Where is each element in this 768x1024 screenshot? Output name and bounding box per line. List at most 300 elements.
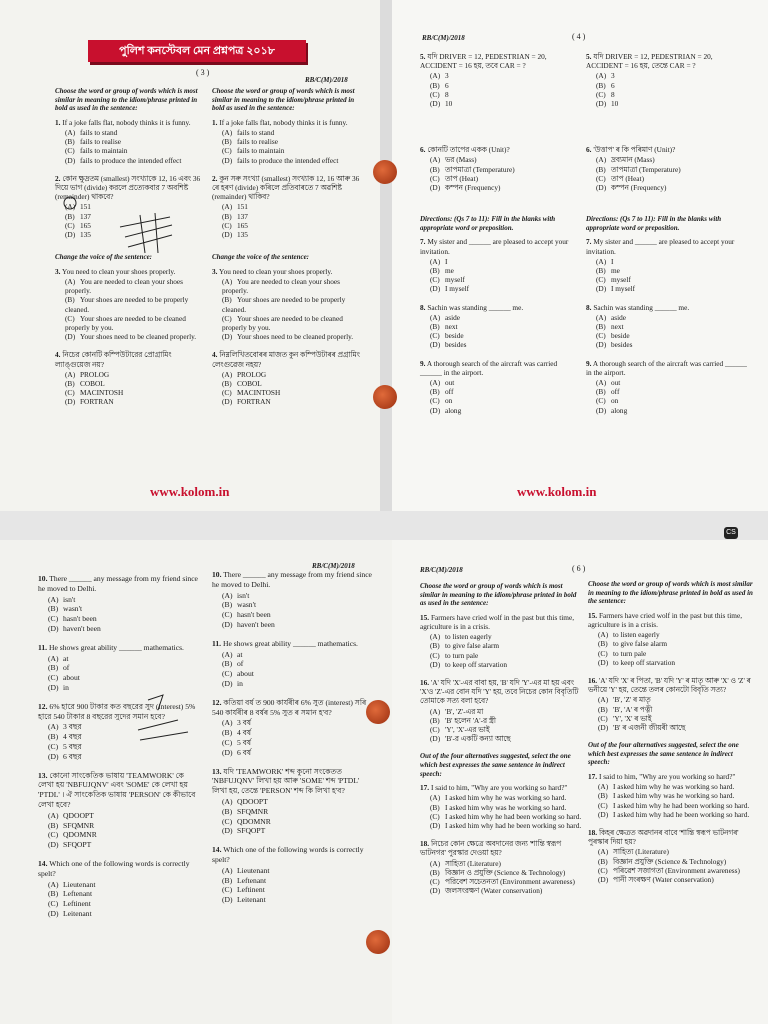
website-watermark: www.kolom.in (150, 484, 230, 499)
option-label: (C) (430, 173, 440, 183)
question-number: 5. (586, 52, 592, 61)
question-item (212, 845, 372, 905)
question-number: 8. (586, 302, 592, 312)
option-text: isn't (63, 594, 76, 604)
option-item (222, 718, 372, 728)
option-label: (D) (430, 659, 441, 669)
question-stem: He shows great ability ______ mathematics. (48, 642, 184, 652)
question-text (420, 237, 575, 255)
option-text: Your shoes need to be cleaned properly. (80, 332, 197, 342)
option-item (430, 651, 582, 660)
question-text (212, 570, 372, 590)
option-label: (B) (65, 379, 75, 389)
option-item (222, 156, 362, 165)
question-list (586, 237, 748, 414)
option-label: (D) (430, 284, 441, 294)
question-text (212, 350, 362, 368)
question-item (212, 570, 372, 630)
question-item (38, 771, 200, 850)
option-text: along (611, 405, 628, 415)
option-text: I asked him why had he been working so hard. (445, 821, 582, 831)
question-text (55, 267, 203, 276)
option-label: (C) (65, 313, 75, 323)
question-text (586, 303, 748, 312)
option-item (48, 624, 200, 634)
question-number: 9. (586, 358, 592, 368)
option-item (430, 99, 575, 108)
camscanner-badge: CS (724, 527, 738, 539)
option-label: (B) (222, 728, 233, 738)
question-item (420, 613, 582, 669)
question-list (420, 613, 582, 744)
option-text: I asked him why he was working so hard. (613, 782, 735, 792)
question-stem: Farmers have cried wolf in the past but this time, agriculture is in a crisis. (588, 610, 743, 629)
question-list (588, 611, 754, 732)
option-item (48, 899, 200, 909)
column-assamese (588, 580, 754, 893)
question-text (420, 839, 582, 857)
option-item (596, 71, 748, 80)
option-list (65, 128, 203, 165)
option-text: 151 (237, 202, 248, 212)
option-label: (D) (430, 183, 441, 193)
question-text (55, 118, 203, 127)
option-item (598, 847, 754, 856)
option-label: (B) (48, 889, 59, 899)
question-text (38, 643, 200, 653)
option-label: (C) (222, 737, 233, 747)
option-item (222, 600, 372, 610)
option-text: I (611, 256, 614, 266)
option-text: 6 (445, 80, 449, 90)
option-label: (B) (430, 867, 440, 877)
option-label: (D) (48, 623, 59, 633)
option-item (222, 669, 372, 679)
option-text: fails to maintain (80, 146, 128, 156)
option-text: 'Y', 'X' ৰ ভাই (613, 713, 652, 723)
option-label: (A) (430, 793, 441, 803)
option-label: (D) (222, 678, 233, 688)
option-label: (A) (430, 155, 441, 165)
option-item (596, 165, 748, 174)
option-label: (C) (596, 275, 606, 285)
option-item (430, 284, 575, 293)
option-item (596, 322, 748, 331)
option-item (598, 705, 754, 714)
question-number: 13. (212, 766, 222, 776)
option-item (596, 266, 748, 275)
option-text: aside (445, 312, 460, 322)
question-stem: যদি DRIVER = 12, PEDESTRIAN = 20, ACCIDENT = 16 হয়, তবে CAR = ? (420, 52, 547, 71)
option-label: (B) (222, 659, 233, 669)
option-label: (B) (222, 379, 232, 389)
option-item (598, 810, 754, 819)
option-text: along (445, 405, 462, 415)
option-text: 5 বৰ্ষ (237, 737, 252, 747)
option-item (222, 876, 372, 886)
option-text: of (63, 663, 70, 673)
option-text: at (237, 649, 243, 659)
option-item (222, 137, 362, 146)
option-item (222, 610, 372, 620)
question-item (212, 698, 372, 758)
question-number: 15. (420, 612, 430, 622)
question-list (420, 237, 575, 414)
question-text (420, 303, 575, 312)
option-item (430, 378, 575, 387)
option-item (430, 641, 582, 650)
option-item (222, 388, 362, 397)
option-label: (A) (222, 796, 233, 806)
option-label: (C) (48, 741, 59, 751)
option-item (48, 663, 200, 673)
question-item (212, 118, 362, 165)
option-label: (B) (65, 211, 75, 221)
question-text (212, 174, 362, 202)
option-label: (D) (430, 821, 441, 831)
option-label: (A) (222, 865, 233, 875)
option-item (222, 230, 362, 239)
option-label: (B) (596, 266, 606, 276)
question-stem: Farmers have cried wolf in the past but this time, agriculture is in a crisis. (420, 612, 575, 631)
option-list (222, 797, 372, 836)
option-label: (A) (222, 369, 233, 379)
page-number: ( 3 ) (196, 68, 210, 77)
option-list (48, 654, 200, 693)
question-stem: I said to him, "Why are you working so hard?" (430, 783, 568, 793)
option-text: about (237, 669, 254, 679)
question-stem: নিচের কোনটি কম্পিউটারের প্রোগ্রামিং ল্যাঙ্গুয়েজ নয়? (55, 350, 172, 369)
question-number: 18. (588, 828, 598, 838)
option-label: (C) (598, 648, 608, 658)
option-text: to turn pale (445, 650, 479, 660)
option-item (430, 812, 582, 821)
option-text: hasn't been (237, 610, 271, 620)
option-text: FORTRAN (80, 397, 114, 407)
option-text: 137 (237, 211, 248, 221)
option-item (430, 734, 582, 743)
question-list (420, 52, 575, 108)
question-number: 13. (38, 770, 48, 780)
option-label: (D) (596, 183, 607, 193)
option-list (222, 370, 362, 407)
option-item (598, 782, 754, 791)
question-item (588, 772, 754, 819)
option-item (222, 650, 372, 660)
option-text: 4 বৰ্ষ (237, 728, 252, 738)
option-text: me (611, 266, 620, 276)
option-text: SFQOPT (63, 840, 92, 850)
question-number: 1. (212, 117, 218, 127)
option-text: QDOMNR (237, 816, 271, 826)
option-label: (C) (596, 396, 606, 406)
question-item (586, 145, 748, 192)
question-list (212, 267, 362, 407)
question-stem: কিহৰ ক্ষেত্ৰত অৱদানৰ বাবে 'শান্তি স্বৰূপ ভাটনগৰ' পুৰস্কাৰ দিয়া হয়? (588, 828, 739, 847)
option-text: fails to produce the intended effect (80, 155, 182, 165)
option-label: (B) (222, 295, 232, 305)
question-text (588, 828, 754, 846)
option-text: 'B' হলেন 'A'-র স্ত্রী (445, 715, 496, 725)
option-item (222, 895, 372, 905)
option-text: of (237, 659, 244, 669)
question-text (586, 359, 748, 377)
option-text: 135 (80, 230, 91, 240)
option-text: off (611, 387, 620, 397)
question-list (420, 145, 575, 192)
option-text: hasn't been (63, 614, 97, 624)
option-label: (C) (222, 816, 233, 826)
question-number: 10. (212, 570, 222, 579)
question-number: 16. (420, 678, 430, 687)
question-number: 5. (420, 52, 426, 61)
option-text: তাপমাত্রা (Temperature) (445, 164, 515, 174)
option-item (596, 81, 748, 90)
option-label: (C) (430, 650, 440, 660)
option-item (48, 840, 200, 850)
option-text: in (237, 678, 243, 688)
question-text (38, 771, 200, 810)
option-item (48, 811, 200, 821)
option-text: aside (611, 312, 626, 322)
option-text: Lieutenant (237, 865, 270, 875)
question-text (586, 52, 748, 70)
question-item (420, 783, 582, 830)
option-text: on (445, 396, 453, 406)
option-item (430, 886, 582, 895)
option-text: Your shoes need to be cleaned properly. (237, 332, 354, 342)
question-text (420, 359, 575, 377)
page-6 (392, 540, 768, 1024)
question-item (212, 350, 362, 406)
option-text: SFQMNR (63, 820, 95, 830)
question-text (212, 118, 362, 127)
page-4 (392, 0, 768, 511)
option-text: on (611, 396, 619, 406)
option-item (65, 370, 203, 379)
option-text: I asked him why he had been working so hard. (613, 800, 750, 810)
option-text: wasn't (237, 600, 257, 610)
option-item (65, 156, 203, 165)
option-label: (B) (48, 732, 59, 742)
option-text: Lieutenant (63, 879, 96, 889)
column-assamese (212, 570, 372, 914)
option-item (596, 387, 748, 396)
option-item (48, 889, 200, 899)
option-list (596, 378, 748, 415)
question-text (212, 767, 372, 796)
option-text: তাপ (Heat) (445, 173, 479, 183)
question-number: 8. (420, 302, 426, 312)
option-label: (C) (430, 725, 440, 735)
question-text (588, 611, 754, 629)
option-text: বিজ্ঞান ও প্রযুক্তি (Science & Technology) (445, 867, 566, 877)
page-number: ( 4 ) (572, 32, 586, 41)
question-stem: You need to clean your shoes properly. (219, 266, 333, 276)
option-label: (B) (596, 80, 606, 90)
option-label: (C) (65, 220, 75, 230)
option-item (65, 332, 203, 341)
question-text (38, 574, 200, 594)
binder-hole (366, 930, 390, 954)
option-text: haven't been (63, 623, 101, 633)
option-label: (B) (598, 639, 608, 649)
question-item (212, 767, 372, 837)
option-list (222, 202, 362, 239)
option-item (598, 791, 754, 800)
option-item (598, 658, 754, 667)
option-label: (D) (48, 908, 59, 918)
option-label: (B) (596, 164, 606, 174)
option-item (222, 277, 362, 295)
option-text: দ্ৰব্যমান (Mass) (611, 155, 655, 165)
option-text: beside (611, 331, 630, 341)
option-item (596, 313, 748, 322)
option-text: 3 বছর (63, 722, 82, 732)
instruction-idiom: Choose the word or group of words which is most similar in meaning to the idiom/phrase printed in bold as used in the sentence: (420, 582, 577, 608)
option-text: wasn't (63, 604, 83, 614)
question-item (55, 350, 203, 406)
option-label: (C) (430, 396, 440, 406)
question-text (420, 783, 582, 792)
column-bengali (420, 52, 575, 424)
option-text: 3 (445, 71, 449, 81)
option-item (430, 266, 575, 275)
option-text: fails to stand (237, 127, 275, 137)
option-text: fails to realise (80, 137, 121, 147)
option-text: 165 (237, 220, 248, 230)
option-label: (B) (222, 137, 232, 147)
question-number: 12. (38, 701, 48, 711)
option-item (48, 752, 200, 762)
option-list (430, 707, 582, 744)
option-label: (C) (596, 89, 606, 99)
question-stem: কুন সৰু সংখ্যা (smallest) সংখ্যাক 12, 16 আৰু 36 ৰে হৰণ (divide) কৰিলে প্ৰতিবাৰতে 7 অৱশিষ্ট (remainder) থাকিব? (212, 173, 360, 202)
question-number: 3. (212, 266, 218, 276)
question-stem: কতিয়া বৰ্ষ ত 900 কাৰ্যৰীৰ 6% সুত (interest) সৰি 540 কাৰ্যৰীৰ 8 বৰ্ষৰ 5% সুত ৰ সমান হ'ব? (212, 697, 367, 717)
option-text: I asked him why was he working so hard. (613, 791, 735, 801)
option-label: (A) (430, 71, 441, 81)
question-item (588, 611, 754, 667)
option-list (596, 71, 748, 108)
question-stem: My sister and ______ are pleased to accept your invitation. (420, 237, 569, 256)
option-text: I myself (611, 284, 636, 294)
question-list (55, 267, 203, 407)
option-text: me (445, 266, 454, 276)
option-item (598, 649, 754, 658)
option-label: (C) (48, 614, 59, 624)
option-label: (C) (222, 146, 232, 156)
question-list (586, 52, 748, 108)
option-label: (D) (222, 332, 233, 342)
option-list (48, 811, 200, 850)
question-number: 11. (212, 638, 222, 648)
option-label: (B) (596, 387, 606, 397)
option-item (430, 322, 575, 331)
option-item (48, 880, 200, 890)
option-text: Your shoes are needed to be cleaned properly by you. (65, 313, 186, 333)
option-label: (C) (430, 811, 440, 821)
option-text: কম্পন (Frequency) (611, 183, 667, 193)
option-label: (C) (430, 877, 440, 887)
question-item (212, 174, 362, 239)
option-text: QDOMNR (63, 830, 97, 840)
option-text: 3 (611, 71, 615, 81)
website-watermark: www.kolom.in (517, 484, 597, 499)
option-label: (A) (222, 202, 233, 212)
option-text: Leftinent (237, 885, 265, 895)
question-number: 17. (588, 772, 598, 781)
option-label: (B) (48, 820, 59, 830)
option-label: (A) (222, 127, 233, 137)
option-item (430, 725, 582, 734)
option-text: 10 (611, 99, 619, 109)
option-item (598, 714, 754, 723)
option-text: to keep off starvation (445, 659, 508, 669)
option-label: (A) (222, 590, 233, 600)
option-list (222, 866, 372, 905)
instruction-idiom: Choose the word or group of words which is most similar in meaning to the idiom/phrase printed in bold as used in the sentence: (588, 580, 753, 606)
question-stem: You need to clean your shoes properly. (62, 266, 176, 276)
option-item (222, 620, 372, 630)
option-label: (D) (222, 895, 233, 905)
option-item (222, 332, 362, 341)
option-text: COBOL (80, 379, 105, 389)
option-text: myself (611, 275, 631, 285)
option-item (596, 396, 748, 405)
option-text: off (445, 387, 454, 397)
option-item (65, 379, 203, 388)
option-text: You are needed to clean your shoes properly. (222, 277, 341, 296)
option-item (596, 378, 748, 387)
option-text: besides (611, 340, 633, 350)
question-stem: There ______ any message from my friend since he moved to Delhi. (38, 574, 198, 593)
option-item (430, 821, 582, 830)
option-item (222, 679, 372, 689)
option-text: SFQOPT (237, 826, 266, 836)
option-text: 5 বছর (63, 741, 82, 751)
option-label: (A) (596, 312, 607, 322)
question-item (38, 859, 200, 919)
question-stem: 'A' যদি 'X'-এর বাবা হয়, 'B' যদি 'Y'-এর মা হয় এবং 'X'ও 'Z'-এর বোন যদি 'Y' হয়, তবে নিচের কোন বিবৃতিটি তোমাকে সত্য বলা হবে? (420, 678, 579, 706)
question-number: 6. (420, 145, 426, 155)
option-text: next (611, 322, 624, 332)
option-text: QDOOPT (237, 796, 268, 806)
option-text: তাপ (Heat) (611, 173, 645, 183)
option-label: (A) (48, 879, 59, 889)
option-text: 3 বৰ্ষ (237, 718, 252, 728)
option-label: (C) (48, 830, 59, 840)
option-item (430, 859, 582, 868)
option-text: 165 (80, 220, 91, 230)
option-label: (D) (596, 340, 607, 350)
option-item (222, 397, 362, 406)
option-item (48, 909, 200, 919)
question-stem: 'A' যদি 'X' ৰ পিতা, 'B' যদি 'Y' ৰ মাতৃ আৰু 'X' ও 'Z' ৰ ভনীয়ে 'Y' হয়, তেন্তে তলৰ কোনটো বিবৃতি সত্য? (588, 676, 751, 695)
option-label: (C) (596, 173, 606, 183)
option-item (222, 807, 372, 817)
option-text: 'B', 'Z'-এর মা (445, 706, 484, 716)
option-text: Leftinent (63, 899, 91, 909)
question-number: 3. (55, 266, 61, 276)
option-item (430, 165, 575, 174)
option-text: in (63, 682, 69, 692)
option-label: (D) (65, 230, 76, 240)
option-item (222, 817, 372, 827)
page-5 (0, 540, 392, 1024)
binder-hole (366, 700, 390, 724)
option-list (596, 155, 748, 192)
